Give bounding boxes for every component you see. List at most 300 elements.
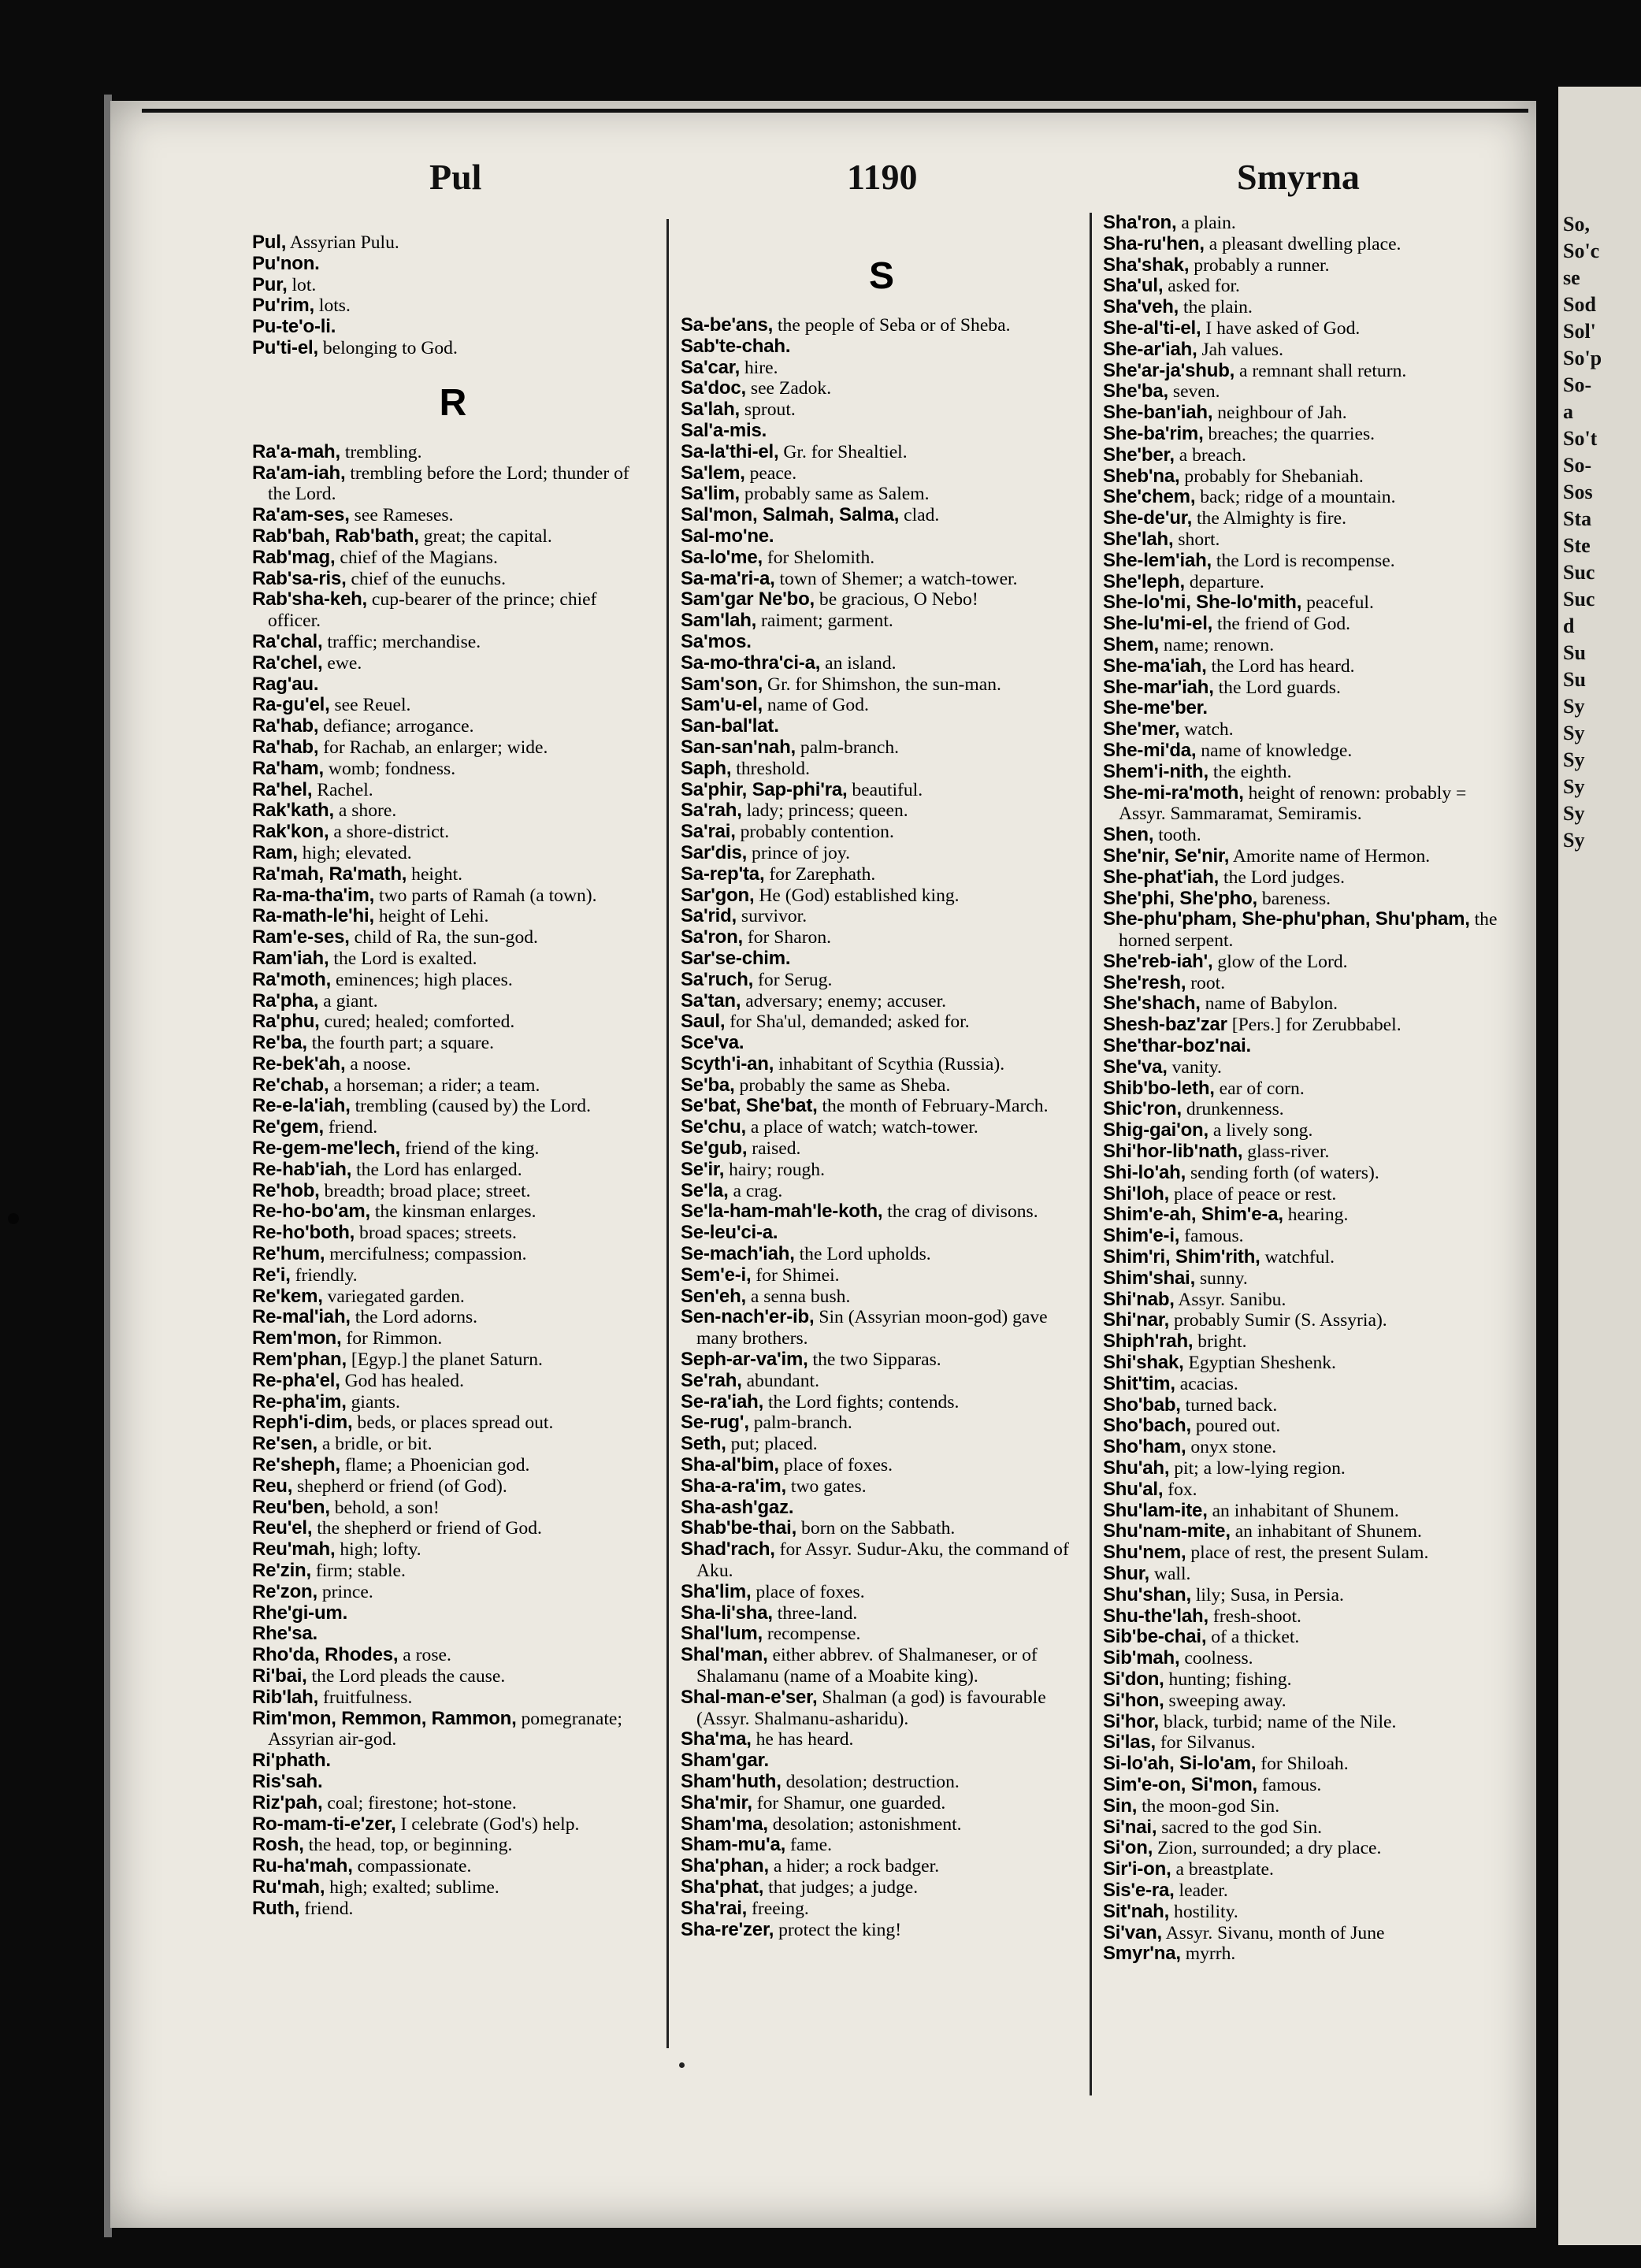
headword: Sam'lah, — [681, 610, 757, 632]
dictionary-entry — [681, 632, 1082, 653]
dictionary-entry — [1103, 762, 1517, 783]
definition: sweeping away. — [1164, 1690, 1286, 1711]
dictionary-entry — [1103, 445, 1517, 466]
definition: the Lord fights; contends. — [763, 1391, 960, 1412]
entries-s — [681, 315, 1082, 1940]
headword: Sa'rai, — [681, 821, 736, 843]
definition: child of Ra, the sun-god. — [349, 927, 538, 948]
dictionary-entry — [1103, 381, 1517, 403]
definition: two gates. — [786, 1475, 867, 1497]
headword: Si'on, — [1103, 1837, 1153, 1859]
dictionary-entry — [681, 843, 1082, 864]
definition: I celebrate (God's) help. — [395, 1813, 580, 1835]
dictionary-entry — [681, 737, 1082, 759]
dictionary-entry — [1103, 1817, 1517, 1839]
header-rule — [142, 109, 1528, 113]
entries-s-continued — [1103, 213, 1517, 1965]
headword: Shem, — [1103, 633, 1160, 655]
headword: Sa'lim, — [681, 483, 741, 505]
definition: the people of Seba or of Sheba. — [773, 315, 1011, 336]
definition: chief of the eunuchs. — [346, 568, 506, 589]
definition: He (God) established king. — [754, 885, 960, 906]
headword: Rab'mag, — [252, 546, 336, 568]
headword: She'reb-iah', — [1103, 950, 1213, 972]
dictionary-entry — [252, 632, 654, 653]
dictionary-entry — [1103, 487, 1517, 508]
headword: Ru-ha'mah, — [252, 1855, 353, 1877]
definition: for Shimei. — [751, 1264, 840, 1286]
definition: cured; healed; comforted. — [319, 1012, 515, 1033]
dictionary-entry — [681, 970, 1082, 991]
headword: Shi'shak, — [1103, 1352, 1184, 1374]
dictionary-entry — [252, 716, 654, 737]
dictionary-entry — [681, 716, 1082, 737]
headword: Shad'rach, — [681, 1539, 775, 1561]
dictionary-entry — [252, 780, 654, 801]
dictionary-entry — [252, 1201, 654, 1223]
dictionary-entry — [1103, 952, 1517, 973]
headword: Sit'nah, — [1103, 1900, 1170, 1922]
headword: Pu'rim, — [252, 295, 314, 317]
dictionary-entry — [252, 1603, 654, 1624]
definition: for Shiloah. — [1256, 1754, 1349, 1775]
headword: Ra-ma-tha'im, — [252, 884, 375, 906]
dictionary-entry — [252, 843, 654, 864]
dictionary-entry — [252, 1328, 654, 1349]
dictionary-entry — [252, 885, 654, 907]
definition: high; exalted; sublime. — [325, 1876, 499, 1898]
definition: myrrh. — [1180, 1943, 1236, 1965]
definition: the month of February-March. — [817, 1096, 1049, 1117]
definition: a shore. — [333, 800, 397, 822]
dictionary-entry — [1103, 234, 1517, 255]
headword: Shur, — [1103, 1563, 1150, 1584]
adjacent-page-fragment: So'c — [1563, 239, 1600, 262]
definition: for Rimmon. — [341, 1328, 443, 1349]
dictionary-entry — [681, 1729, 1082, 1750]
headword: Shem'i-nith, — [1103, 760, 1208, 782]
dictionary-entry — [1103, 635, 1517, 656]
adjacent-page-fragment: Ste — [1563, 534, 1591, 557]
dictionary-entry — [1103, 1437, 1517, 1458]
definition: Assyr. Sivanu, month of June — [1162, 1922, 1385, 1943]
dictionary-entry — [252, 674, 654, 696]
dictionary-entry — [681, 484, 1082, 505]
definition: belonging to God. — [317, 337, 458, 358]
headword: Si'nai, — [1103, 1816, 1157, 1838]
dictionary-entry — [1103, 1226, 1517, 1247]
dictionary-entry — [681, 611, 1082, 632]
definition: short. — [1173, 529, 1220, 550]
headword: Sha'ul, — [1103, 275, 1164, 297]
dictionary-entry — [252, 1412, 654, 1434]
dictionary-entry — [681, 1012, 1082, 1033]
dictionary-entry — [1103, 1943, 1517, 1965]
dictionary-entry — [681, 548, 1082, 569]
dictionary-entry — [681, 1687, 1082, 1730]
scan-smudge — [8, 1213, 19, 1224]
headword: Se'bat, She'bat, — [681, 1095, 818, 1117]
dictionary-entry — [252, 1012, 654, 1033]
headword: Sha'mir, — [681, 1791, 752, 1813]
definition: the kinsman enlarges. — [369, 1201, 536, 1223]
adjacent-page-fragment: Suc — [1563, 561, 1595, 584]
headword: Ra'moth, — [252, 968, 332, 990]
headword: Shiph'rah, — [1103, 1331, 1194, 1353]
dictionary-entry — [1103, 592, 1517, 614]
definition: tooth. — [1153, 825, 1201, 846]
headword: Sar'dis, — [681, 841, 748, 863]
dictionary-entry — [252, 1561, 654, 1582]
dictionary-entry — [1103, 889, 1517, 910]
headword: Sa'doc, — [681, 377, 746, 399]
adjacent-page-fragment: Sy — [1563, 775, 1585, 798]
adjacent-page-fragment: Sy — [1563, 695, 1585, 718]
headword: Sa'tan, — [681, 989, 741, 1012]
headword: Sha'phat, — [681, 1876, 764, 1898]
definition: wall. — [1149, 1564, 1191, 1584]
headword: Sen-nach'er-ib, — [681, 1306, 815, 1328]
dictionary-entry — [1103, 1585, 1517, 1606]
headword: Sam'son, — [681, 673, 763, 695]
column-divider-2 — [1090, 213, 1092, 2095]
headword: Se'la, — [681, 1179, 729, 1201]
dictionary-entry — [681, 378, 1082, 399]
definition: lot. — [287, 274, 317, 295]
definition: Shalman (a god) is favourable (Assyr. Shalmanu-asharidu). — [696, 1687, 1046, 1729]
headword: Ru'mah, — [252, 1876, 325, 1898]
headword: She-al'ti-el, — [1103, 317, 1201, 339]
definition: coolness. — [1179, 1648, 1253, 1669]
definition: famous. — [1179, 1226, 1244, 1247]
headword: She'resh, — [1103, 971, 1186, 993]
definition: breadth; broad place; street. — [319, 1180, 531, 1201]
headword: Rem'mon, — [252, 1327, 342, 1349]
headword: Shab'be-thai, — [681, 1517, 797, 1539]
headword: Rib'lah, — [252, 1686, 319, 1708]
headword: Sen'eh, — [681, 1285, 746, 1307]
dictionary-entry — [252, 442, 654, 463]
definition: protect the king! — [774, 1919, 902, 1940]
headword: Sha-a-ra'im, — [681, 1475, 787, 1497]
dictionary-entry — [1103, 846, 1517, 867]
headword: She'va, — [1103, 1056, 1168, 1078]
dictionary-entry — [252, 1709, 654, 1751]
dictionary-entry — [1103, 614, 1517, 635]
definition: a rose. — [398, 1645, 451, 1666]
headword: Shit'tim, — [1103, 1372, 1175, 1394]
dictionary-entry — [1103, 1247, 1517, 1268]
dictionary-entry — [1103, 529, 1517, 551]
definition: root. — [1186, 972, 1226, 993]
headword: She-ba'rim, — [1103, 422, 1204, 444]
definition: for Sharon. — [743, 927, 832, 948]
definition: Jah values. — [1197, 339, 1283, 360]
headword: Sa'rid, — [681, 905, 737, 927]
dictionary-entry — [1103, 1923, 1517, 1944]
dictionary-entry — [252, 948, 654, 970]
definition: a breastplate. — [1171, 1859, 1274, 1880]
dictionary-entry — [681, 1772, 1082, 1793]
definition: Egyptian Sheshenk. — [1183, 1353, 1336, 1374]
dictionary-entry — [252, 1223, 654, 1244]
definition: see Zadok. — [746, 378, 832, 399]
definition: trembling. — [340, 441, 422, 462]
definition: fox. — [1163, 1479, 1197, 1500]
definition: probably the same as Sheba. — [734, 1075, 951, 1096]
dictionary-entry — [252, 1392, 654, 1413]
dictionary-entry — [1103, 1331, 1517, 1353]
definition: flame; a Phoenician god. — [340, 1455, 530, 1476]
headword: Sib'mah, — [1103, 1647, 1180, 1669]
definition: high; elevated. — [297, 842, 412, 863]
definition: for Zarephath. — [764, 863, 876, 885]
headword: Sa'ruch, — [681, 968, 754, 990]
dictionary-entry — [1103, 719, 1517, 741]
dictionary-entry — [252, 232, 654, 254]
headword: Reu'mah, — [252, 1539, 336, 1561]
headword: Se'ir, — [681, 1158, 725, 1180]
definition: [Pers.] for Zerubbabel. — [1227, 1015, 1402, 1036]
adjacent-page-fragment: So- — [1563, 454, 1592, 477]
definition: sprout. — [740, 399, 796, 421]
definition: fame. — [785, 1835, 833, 1856]
dictionary-entry — [681, 1539, 1082, 1582]
definition: for Silvanus. — [1156, 1732, 1256, 1754]
dictionary-entry — [252, 759, 654, 780]
headword: Rem'phan, — [252, 1349, 347, 1371]
dictionary-entry — [1103, 1669, 1517, 1691]
headword: Sho'ham, — [1103, 1436, 1186, 1458]
definition: firm; stable. — [310, 1561, 406, 1582]
dictionary-entry — [252, 1814, 654, 1836]
dictionary-entry — [1103, 973, 1517, 994]
headword: Shen, — [1103, 824, 1154, 846]
headword: She-ban'iah, — [1103, 402, 1213, 424]
headword: Ra'chel, — [252, 651, 323, 674]
dictionary-entry — [252, 569, 654, 590]
headword: Sha-li'sha, — [681, 1602, 773, 1624]
dictionary-entry — [681, 1160, 1082, 1181]
definition: see Rameses. — [349, 505, 454, 526]
headword: Shib'bo-leth, — [1103, 1077, 1215, 1099]
definition: inhabitant of Scythia (Russia). — [774, 1053, 1005, 1075]
dictionary-entry — [681, 1899, 1082, 1920]
dictionary-entry — [252, 927, 654, 948]
dictionary-entry — [681, 1455, 1082, 1476]
headword: Si-lo'ah, Si-lo'am, — [1103, 1753, 1257, 1775]
headword: Sam'u-el, — [681, 694, 763, 716]
headword: Se-rug', — [681, 1412, 749, 1434]
dictionary-entry — [252, 1244, 654, 1265]
definition: Sin (Assyrian moon-god) gave many brothers. — [696, 1307, 1048, 1349]
dictionary-entry — [681, 358, 1082, 379]
headword: Sham'ma, — [681, 1813, 768, 1835]
headword: Ra-gu'el, — [252, 694, 330, 716]
dictionary-entry — [681, 505, 1082, 526]
dictionary-entry — [1103, 1057, 1517, 1078]
headword: Sha-ash'gaz. — [681, 1496, 794, 1518]
headword: Re'zon, — [252, 1580, 317, 1602]
definition: compassionate. — [352, 1856, 472, 1877]
definition: the plain. — [1179, 297, 1253, 318]
headword: Se-mach'iah, — [681, 1243, 795, 1265]
definition: beautiful. — [847, 779, 923, 800]
adjacent-page-fragment: Sod — [1563, 293, 1596, 316]
definition: the Lord upholds. — [794, 1244, 931, 1265]
headword: She'lah, — [1103, 528, 1174, 550]
dictionary-entry — [252, 1518, 654, 1539]
column-divider-1 — [666, 219, 669, 2048]
headword: Sa'car, — [681, 356, 741, 378]
headword: Rosh, — [252, 1834, 304, 1856]
dictionary-entry — [681, 1054, 1082, 1075]
definition: Assyr. Sanibu. — [1174, 1289, 1286, 1310]
definition: town of Shemer; a watch-tower. — [774, 568, 1018, 589]
headword: Sam'gar Ne'bo, — [681, 588, 815, 611]
dictionary-entry — [1103, 1395, 1517, 1416]
dictionary-entry — [1103, 1353, 1517, 1374]
definition: giants. — [346, 1391, 400, 1412]
headword: She-lem'iah, — [1103, 549, 1212, 571]
headword: Re'gem, — [252, 1116, 325, 1138]
definition: famous. — [1257, 1774, 1322, 1795]
headword: Si'van, — [1103, 1921, 1163, 1943]
headword: San-san'nah, — [681, 736, 796, 758]
headword: Se'rah, — [681, 1369, 742, 1391]
definition: high; lofty. — [335, 1539, 421, 1561]
column-2 — [681, 232, 1082, 1940]
headword: San-bal'lat. — [681, 715, 779, 737]
dictionary-entry — [1103, 1838, 1517, 1859]
dictionary-entry — [681, 1033, 1082, 1054]
headword: Sha'ron, — [1103, 212, 1177, 233]
definition: desolation; astonishment. — [767, 1813, 962, 1835]
headword: Re-pha'el, — [252, 1369, 340, 1391]
headword: Se-leu'ci-a. — [681, 1222, 778, 1244]
definition: vanity. — [1167, 1056, 1222, 1078]
adjacent-page-fragment: Su — [1563, 668, 1586, 691]
dictionary-entry — [252, 1772, 654, 1793]
definition: friend. — [299, 1898, 354, 1919]
dictionary-entry — [681, 948, 1082, 970]
headword: Seth, — [681, 1433, 726, 1455]
headword: Sal-mo'ne. — [681, 525, 774, 547]
headword: Re-mal'iah, — [252, 1306, 351, 1328]
dictionary-entry — [681, 336, 1082, 358]
headword: She'ba, — [1103, 380, 1168, 403]
dictionary-entry — [252, 653, 654, 674]
definition: hostility. — [1169, 1901, 1238, 1922]
definition: beds, or places spread out. — [352, 1412, 554, 1434]
definition: cup-bearer of the prince; chief officer. — [268, 589, 597, 632]
dictionary-entry — [252, 1286, 654, 1308]
headword: Ra'chal, — [252, 630, 323, 652]
dictionary-entry — [1103, 1501, 1517, 1522]
definition: height. — [407, 863, 463, 885]
headword: Ra'hel, — [252, 778, 313, 800]
dictionary-entry — [681, 1286, 1082, 1308]
dictionary-entry — [681, 1075, 1082, 1097]
dictionary-entry — [252, 1265, 654, 1286]
headword: Re'sheph, — [252, 1454, 340, 1476]
dictionary-entry — [1103, 677, 1517, 699]
definition: desolation; destruction. — [781, 1771, 960, 1792]
headword: Re-ho'both, — [252, 1222, 355, 1244]
definition: recompense. — [762, 1624, 861, 1645]
definition: hire. — [740, 357, 778, 378]
definition: the shepherd or friend of God. — [312, 1518, 542, 1539]
headword: Reu, — [252, 1475, 293, 1497]
definition: see Reuel. — [329, 695, 411, 716]
definition: sending forth (of waters). — [1186, 1162, 1379, 1183]
headword: Sa-lo'me, — [681, 546, 763, 568]
definition: defiance; arrogance. — [318, 716, 474, 737]
dictionary-entry — [681, 695, 1082, 716]
headword: Sheb'na, — [1103, 465, 1180, 487]
dictionary-entry — [1103, 1205, 1517, 1226]
dictionary-entry — [681, 526, 1082, 548]
definition: a crag. — [728, 1180, 783, 1201]
dictionary-entry — [1103, 1374, 1517, 1395]
definition: a plain. — [1176, 213, 1236, 233]
adjacent-page-fragment: Su — [1563, 641, 1586, 664]
definition: the eighth. — [1208, 761, 1292, 782]
headword: Sa-be'ans, — [681, 314, 774, 336]
dictionary-entry — [681, 1835, 1082, 1856]
dictionary-entry — [681, 1750, 1082, 1772]
dictionary-entry — [252, 589, 654, 632]
dictionary-entry — [252, 1033, 654, 1054]
definition: trembling (caused by) the Lord. — [350, 1096, 592, 1117]
dictionary-entry — [681, 1181, 1082, 1202]
definition: leader. — [1174, 1880, 1228, 1901]
definition: glass-river. — [1242, 1141, 1330, 1163]
dictionary-entry — [252, 1687, 654, 1709]
definition: turned back. — [1180, 1394, 1278, 1416]
definition: Rachel. — [312, 779, 373, 800]
headword: Rho'da, Rhodes, — [252, 1644, 399, 1666]
headword: She-lo'mi, She-lo'mith, — [1103, 592, 1302, 614]
dictionary-entry — [681, 1307, 1082, 1349]
section-letter-r: R — [439, 381, 467, 424]
dictionary-entry — [252, 338, 654, 359]
dictionary-entry — [1103, 297, 1517, 318]
headword: Sa'lem, — [681, 462, 745, 484]
headword: Shu-the'lah, — [1103, 1605, 1208, 1627]
dictionary-entry — [252, 548, 654, 569]
dictionary-entry — [1103, 572, 1517, 593]
headword: Shim'e-i, — [1103, 1225, 1180, 1247]
definition: lots. — [314, 295, 351, 317]
definition: coal; firestone; hot-stone. — [322, 1792, 517, 1813]
headword: She-mi-ra'moth, — [1103, 781, 1244, 804]
definition: watchful. — [1260, 1247, 1335, 1268]
dictionary-entry — [681, 589, 1082, 611]
definition: a noose. — [345, 1053, 411, 1075]
headword: Sa-mo-thra'ci-a, — [681, 651, 821, 674]
headword: Rab'sa-ris, — [252, 567, 347, 589]
dictionary-entry — [252, 1476, 654, 1498]
headword: Ri'phath. — [252, 1750, 331, 1772]
headword: Pul, — [252, 232, 287, 253]
headword: Ris'sah. — [252, 1770, 323, 1792]
definition: back; ridge of a mountain. — [1195, 487, 1396, 508]
headword: Ra'am-ses, — [252, 504, 350, 526]
dictionary-entry — [681, 1349, 1082, 1371]
headword: Sin, — [1103, 1795, 1138, 1817]
definition: poured out. — [1190, 1416, 1281, 1437]
